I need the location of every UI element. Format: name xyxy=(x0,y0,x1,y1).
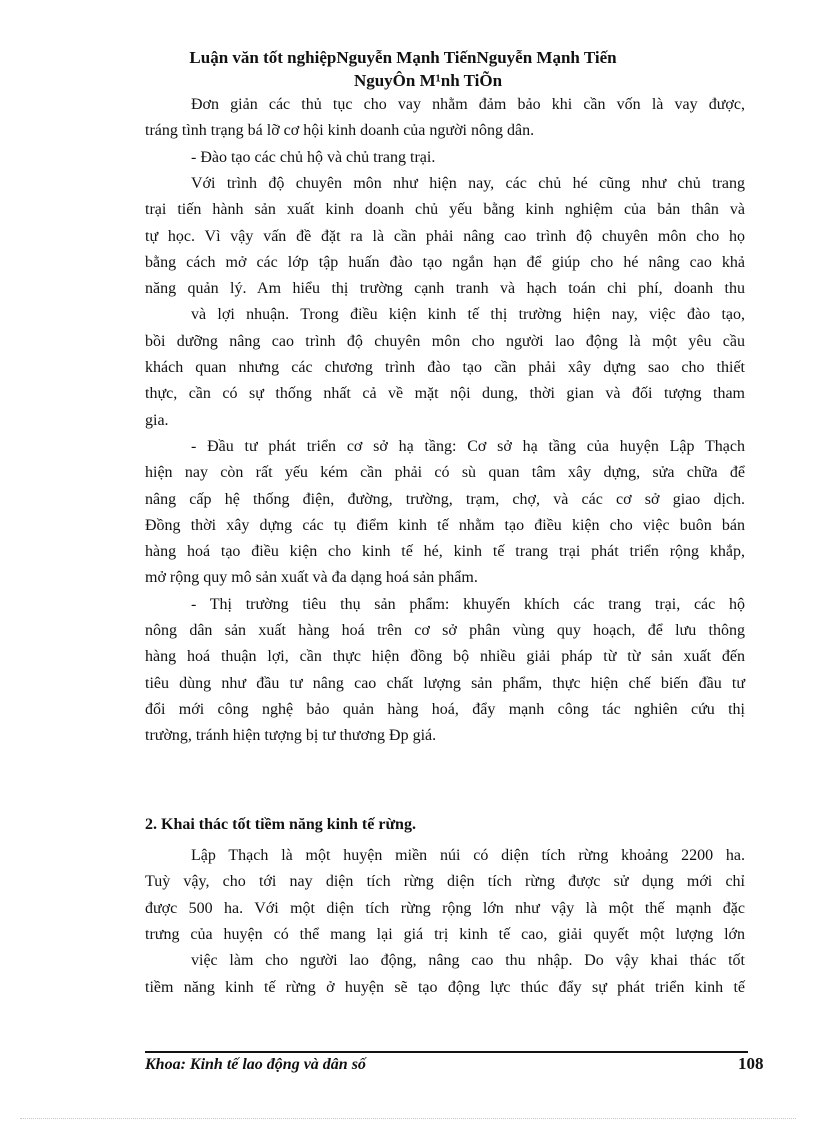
text-line: khách quan nhưng các chương trình đào tạo cần phải xây dựng sao cho thiết xyxy=(145,359,745,376)
text-line: - Đào tạo các chủ hộ và chủ trang trại. xyxy=(191,148,436,166)
text-line: - Thị trường tiêu thụ sản phẩm: khuyến khích các trang trại, các hộ xyxy=(191,595,745,613)
header-title-line1: Luận văn tốt nghiệpNguyễn Mạnh TiếnNguyễn Mạnh Tiến xyxy=(189,48,617,67)
text-line: đổi mới công nghệ bảo quản hàng hoá, đẩy mạnh công tác nghiên cứu thị xyxy=(145,700,745,718)
section-text-line: tiềm năng kinh tế rừng ở huyện sẽ tạo động lực thúc đẩy sự phát triển kinh tế xyxy=(145,978,745,996)
page-bottom-divider xyxy=(20,1118,796,1119)
text-line: tiêu dùng như đầu tư nâng cao chất lượng sản phẩm, thực hiện chế biến đầu tư xyxy=(145,674,745,692)
page-header xyxy=(0,46,816,92)
page-number: 108 xyxy=(738,1054,764,1073)
text-line: trại tiến hành sản xuất kinh doanh chủ yếu bằng kinh nghiệm của bản thân và xyxy=(145,201,745,219)
text-line: bồi dưỡng nâng cao trình độ chuyên môn cho người lao động là một yêu cầu xyxy=(145,332,745,350)
section-text-line: Lập Thạch là một huyện miền núi có diện tích rừng khoảng 2200 ha. xyxy=(191,847,745,864)
text-line: Đồng thời xây dựng các tụ điểm kinh tế nhằm tạo điều kiện cho việc buôn bán xyxy=(145,516,745,534)
text-line: gia. xyxy=(145,411,169,429)
text-line: tráng tình trạng bá lỡ cơ hội kinh doanh của người nông dân. xyxy=(145,122,535,140)
section-heading: 2. Khai thác tốt tiềm năng kinh tế rừng. xyxy=(145,816,416,833)
section-text-line: được 500 ha. Với một diện tích rừng rộng lớn như vậy là một thế mạnh đặc xyxy=(145,899,745,917)
text-line: - Đầu tư phát triển cơ sở hạ tầng: Cơ sở hạ tầng của huyện Lập Thạch xyxy=(191,437,745,455)
text-line: hàng hoá tạo điều kiện cho kinh tế hé, kinh tế trang trại phát triển rộng khắp, xyxy=(145,543,745,561)
text-line: và lợi nhuận. Trong điều kiện kinh tế thị trường hiện nay, việc đào tạo, xyxy=(191,306,745,324)
text-line: trường, tránh hiện tượng bị tư thương Ðp giá. xyxy=(145,727,437,745)
text-line: nông dân sản xuất hàng hoá trên cơ sở phân vùng quy hoạch, để lưu thông xyxy=(145,622,745,639)
footer-faculty: Khoa: Kinh tế lao động và dân số xyxy=(145,1056,366,1073)
text-line: hiện nay còn rất yếu kém cần phải có sù quan tâm xây dựng, sửa chữa để xyxy=(145,464,745,482)
text-line: Đơn giản các thủ tục cho vay nhằm đảm bảo khi cần vốn là vay được, xyxy=(191,96,745,113)
text-line: bằng cách mở các lớp tập huấn đào tạo ngắn hạn để giúp cho hé nâng cao khả xyxy=(145,253,745,271)
text-line: thực, cần có sự thống nhất cả về mặt nội dung, thời gian và đối tượng tham xyxy=(145,385,745,403)
text-line: Với trình độ chuyên môn như hiện nay, các chủ hé cũng như chủ trang xyxy=(191,174,745,192)
footer-rule xyxy=(145,1051,748,1053)
section-text-line: việc làm cho người lao động, nâng cao thu nhập. Do vậy khai thác tốt xyxy=(191,952,745,970)
text-line: tự học. Vì vậy vấn đề đặt ra là cần phải nâng cao trình độ chuyên môn cho họ xyxy=(145,227,745,245)
header-title-line2: NguyÔn M¹nh TiÕn xyxy=(353,71,503,90)
section-text-line: trưng của huyện có thể mang lại giá trị kinh tế cao, giải quyết một lượng lớn xyxy=(145,925,745,943)
text-line: năng quản lý. Am hiểu thị trường cạnh tranh và hạch toán chi phí, doanh thu xyxy=(145,280,745,298)
text-line: hàng hoá thuận lợi, cần thực hiện đồng bộ nhiều giải pháp từ từ sản xuất đến xyxy=(145,648,745,666)
text-line: nâng cấp hệ thống điện, đường, trường, trạm, chợ, và các cơ sở giao dịch. xyxy=(145,490,745,508)
section-text-line: Tuỳ vậy, cho tới nay diện tích rừng diện tích rừng được sử dụng mới chỉ xyxy=(145,873,745,891)
text-line: mở rộng quy mô sản xuất và đa dạng hoá sản phẩm. xyxy=(145,569,478,587)
